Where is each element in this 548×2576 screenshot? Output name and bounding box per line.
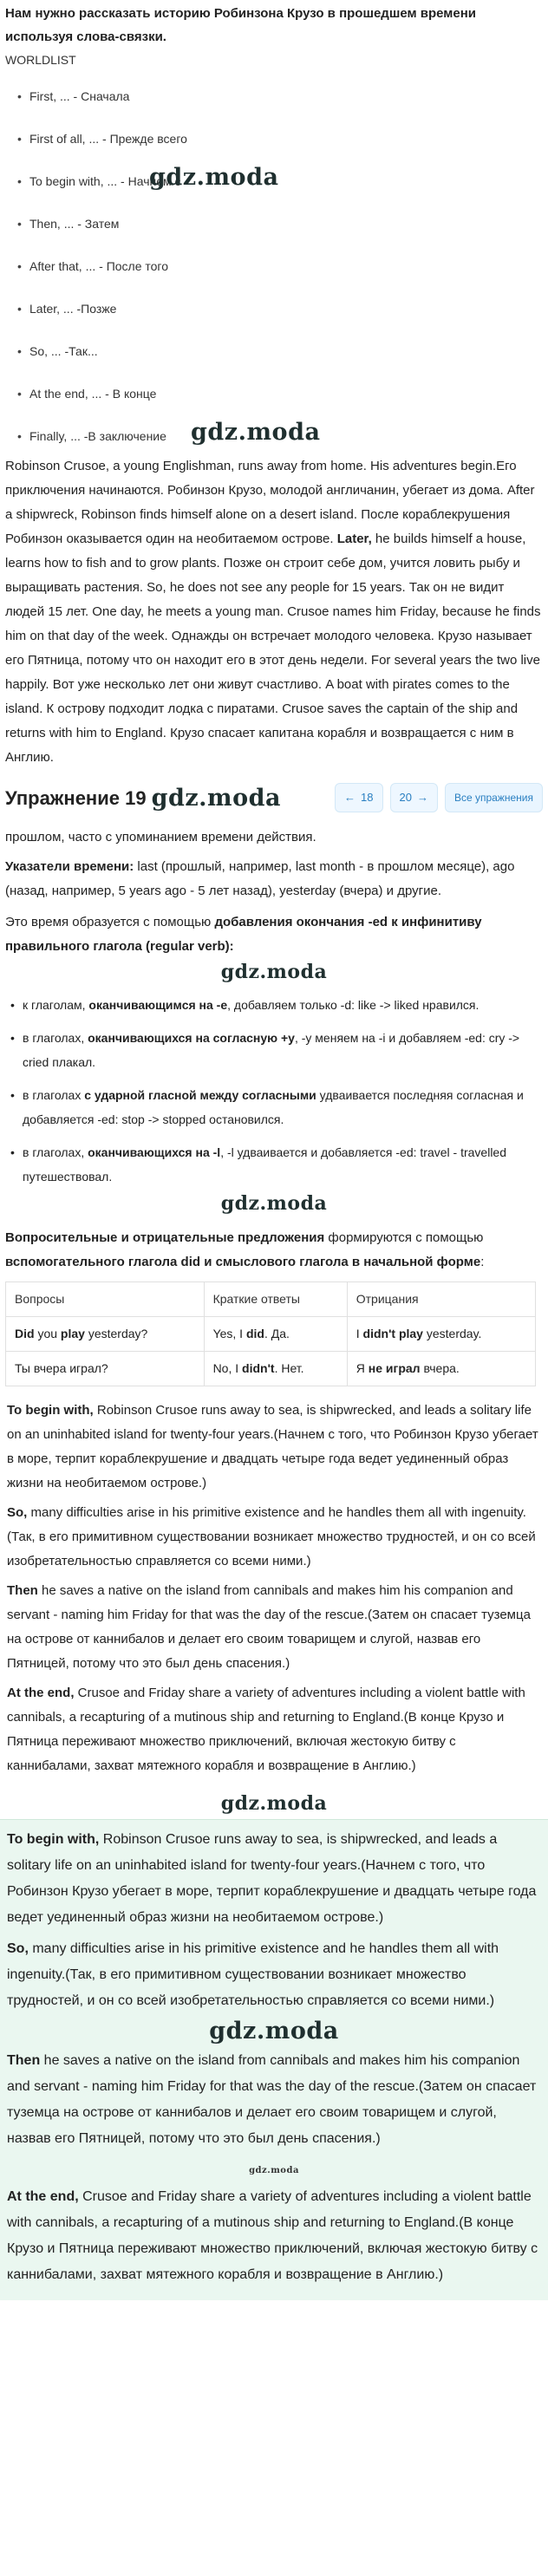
watermark: gdz.moda	[151, 784, 282, 812]
list-item: • Later, ... -Позже	[29, 299, 543, 342]
task-title: Нам нужно рассказать историю Робинзона Крузо в прошедшем времени используя слова-связки.	[5, 6, 476, 44]
answer-paragraph: So, many difficulties arise in his primitive existence and he handles them all with ingenuity.(Так, в его примитивном существовании возникает множество трудностей, и он со всей изобретательностью справляется со всеми ними.)	[7, 1941, 499, 2008]
worldlist-label: WORLDLIST	[5, 53, 76, 67]
watermark: gdz.moda	[191, 419, 321, 446]
watermark: gdz.moda	[209, 2018, 339, 2044]
watermark: gdz.moda	[149, 164, 279, 191]
list-item-text: To begin with, ... - Начнем с	[29, 174, 181, 188]
table-cell: Ты вчера играл?	[6, 1352, 205, 1386]
exercise-header	[5, 779, 543, 817]
watermark: gdz.moda	[220, 1192, 328, 1215]
exercise-title: Упражнение 19	[5, 786, 147, 809]
answer-paragraph: Then he saves a native on the island from cannibals and makes him his companion and servant - naming him Friday for that was the day of the rescue.(Затем он спасает туземца на острове от каннибалов и делает его своим товарищем и слугой, назвав его Пятницей, потому что это был день спасения.)	[7, 2053, 537, 2146]
list-item: • в глаголах с ударной гласной между согласными удваивается последняя согласная и добавляется -ed: stop -> stopped остановился.	[23, 1083, 543, 1131]
list-item: • в глаголах, оканчивающихся на согласную +y, -y меняем на -i и добавляем -ed: cry -> cried плакал.	[23, 1026, 543, 1074]
table-header: Вопросы	[6, 1282, 205, 1317]
rules-list	[5, 993, 543, 1189]
worldlist	[5, 87, 543, 449]
list-item: • Then, ... - Затем	[29, 214, 543, 257]
list-item	[29, 419, 543, 449]
table-cell: Did you play yesterday?	[6, 1317, 205, 1352]
pager	[335, 783, 543, 812]
story-text: Robinson Crusoe, a young Englishman, runs away from home. His adventures begin.Его приключения начинаются. Робинзон Крузо, молодой англичанин, убегает из дома. After a shipwreck, Robinson finds himself alone on a desert island. После кораблекрушения Робинзон оказывается один на необитаемом острове. Later, he builds himself a house, learns how to fish and to grow plants. Позже он строит себе дом, учится ловить рыбу и выращивать растения. So, he does not see any people for 15 years. Так он не видит людей 15 лет. One day, he meets a young man. Crusoe names him Friday, because he finds him on that day of the week. Однажды он встречает молодого человека. Крузо называет его Пятница, потому что он находит его в этот день недели. For several years the two live happily. Вот уже несколько лет они живут счастливо. A boat with pirates comes to the island. К острову подходит лодка с пиратами. Crusoe saves the captain of the ship and returns with him to England. Крузо спасает капитана корабля и возвращается с ним в Англию.	[5, 459, 541, 765]
answer-paragraph: So, many difficulties arise in his primitive existence and he handles them all with ingenuity.(Так, в его примитивном существовании возникает множество трудностей, и он со всей изобретательностью справляется со всеми ними.)	[7, 1505, 536, 1568]
watermark: gdz.moda	[249, 2166, 299, 2175]
table-cell: Yes, I did. Да.	[204, 1317, 347, 1352]
list-item: • к глаголам, оканчивающимся на -e, добавляем только -d: like -> liked нравился.	[23, 993, 543, 1017]
answer-highlighted	[0, 1819, 548, 2300]
arrow-left-icon: ←	[344, 791, 356, 804]
table-cell: Я не играл вчера.	[347, 1352, 535, 1386]
answer-paragraph: Then he saves a native on the island from cannibals and makes him his companion and servant - naming him Friday for that was the day of the rescue.(Затем он спасает туземца на острове от каннибалов и делает его своим товарищем и слугой, назвав его Пятницей, потому что это был день спасения.)	[7, 1583, 531, 1671]
arrow-right-icon: →	[416, 791, 428, 804]
list-item-text: Finally, ... -В заключение	[29, 429, 166, 443]
all-exercises-button[interactable]: Все упражнения	[445, 783, 543, 812]
table-cell: No, I didn't. Нет.	[204, 1352, 347, 1386]
formation-rule: Это время образуется с помощью добавления окончания -ed к инфинитиву правильного глагола (regular verb):	[5, 915, 482, 954]
answer-plain	[0, 1392, 548, 1790]
answer-paragraph: To begin with, Robinson Crusoe runs away to sea, is shipwrecked, and leads a solitary life on an uninhabited island for twenty-four years.(Начнем с того, что Робинзон Крузо убегает в море, терпит кораблекрушение и двадцать четыре года ведет уединенный образ жизни на необитаемом острове.)	[7, 1832, 537, 1925]
answer-paragraph: At the end, Crusoe and Friday share a variety of adventures including a violent battle with cannibals, a recapturing of a mutinous ship and returning to England.(В конце Крузо и Пятница переживают множество приключений, включая жестокую битву с каннибалами, захват мятежного корабля и возвращение в Англию.)	[7, 1686, 525, 1773]
list-item: • First of all, ... - Прежде всего	[29, 129, 543, 172]
time-markers: Указатели времени: last (прошлый, например, last month - в прошлом месяце), ago (назад, например, 5 years ago - 5 лет назад), yesterday (вчера) и другие.	[5, 859, 515, 898]
table-row	[6, 1317, 536, 1352]
table-row	[6, 1352, 536, 1386]
theory-intro: прошлом, часто с упоминанием времени действия.	[5, 830, 316, 845]
table-header: Краткие ответы	[204, 1282, 347, 1317]
table-header: Отрицания	[347, 1282, 535, 1317]
watermark: gdz.moda	[220, 961, 328, 983]
answer-paragraph: At the end, Crusoe and Friday share a variety of adventures including a violent battle with cannibals, a recapturing of a mutinous ship and returning to England.(В конце Крузо и Пятница переживают множество приключений, включая жестокую битву с каннибалами, захват мятежного корабля и возвращение в Англию.)	[7, 2189, 538, 2282]
list-item: • в глаголах, оканчивающихся на -l, -l удваивается и добавляется -ed: travel - travelled путешествовал.	[23, 1140, 543, 1189]
list-item: • First, ... - Сначала	[29, 87, 543, 129]
questions-rule: Вопросительные и отрицательные предложения формируются с помощью вспомогательного глагола did и смыслового глагола в начальной форме:	[5, 1230, 485, 1269]
watermark: gdz.moda	[220, 1792, 328, 1815]
table-cell: I didn't play yesterday.	[347, 1317, 535, 1352]
list-item	[29, 164, 543, 214]
table-header-row	[6, 1282, 536, 1317]
list-item: • At the end, ... - В конце	[29, 384, 543, 427]
next-exercise-button[interactable]: 20 →	[390, 783, 438, 812]
prev-exercise-button[interactable]: ← 18	[335, 783, 382, 812]
answer-paragraph: To begin with, Robinson Crusoe runs away to sea, is shipwrecked, and leads a solitary life on an uninhabited island for twenty-four years.(Начнем с того, что Робинзон Крузо убегает в море, терпит кораблекрушение и двадцать четыре года ведет уединенный образ жизни на необитаемом острове.)	[7, 1403, 538, 1490]
did-table	[5, 1281, 536, 1386]
list-item: • So, ... -Так...	[29, 342, 543, 384]
list-item: • After that, ... - После того	[29, 257, 543, 299]
